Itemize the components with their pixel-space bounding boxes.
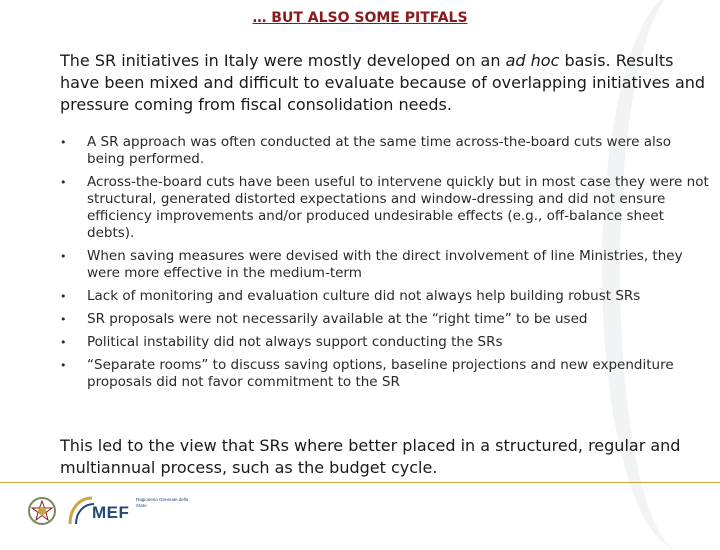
bullet-marker: • <box>60 336 67 349</box>
list-item: • Lack of monitoring and evaluation culture did not always help building robust SRs <box>60 288 641 304</box>
bullet-marker: • <box>60 250 67 263</box>
slide-title: … BUT ALSO SOME PITFALS <box>252 10 468 26</box>
list-item: • A SR approach was often conducted at the same time across-the-board cuts were also being performed. <box>60 134 672 167</box>
footer-divider <box>0 482 720 483</box>
bullet-marker: • <box>60 313 67 326</box>
mef-logo-subtext: Ragioneria Generale dello Stato <box>136 497 189 508</box>
list-item: • Across-the-board cuts have been useful to intervene quickly but in most case they were not structural, generated distorted expectations and window-dressing and did not ensure efficiency improvements and/or produced undesirable effects (e.g., off-balance sheet debts). <box>60 174 709 241</box>
list-item: • SR proposals were not necessarily available at the “right time” to be used <box>60 311 588 327</box>
bullet-marker: • <box>60 359 67 372</box>
conclusion-paragraph: This led to the view that SRs where better placed in a structured, regular and multiannual process, such as the budget cycle. <box>60 436 681 477</box>
list-item: • “Separate rooms” to discuss saving options, baseline projections and new expenditure proposals did not favor commitment to the SR <box>60 357 674 390</box>
intro-emphasis: ad hoc <box>505 51 560 70</box>
pitfalls-list <box>60 134 710 397</box>
bullet-marker: • <box>60 176 67 189</box>
italian-emblem-icon <box>26 495 58 527</box>
bullet-marker: • <box>60 136 67 149</box>
mef-logo-text: MEF <box>92 503 130 522</box>
bullet-marker: • <box>60 290 67 303</box>
list-item: • Political instability did not always support conducting the SRs <box>60 334 503 350</box>
intro-paragraph: The SR initiatives in Italy were mostly developed on an ad hoc basis. Results have been mixed and difficult to evaluate because of overlapping initiatives and pressure coming from fiscal consolidation needs. <box>60 51 706 114</box>
list-item: • When saving measures were devised with the direct involvement of line Ministries, they were more effective in the medium-term <box>60 248 683 281</box>
